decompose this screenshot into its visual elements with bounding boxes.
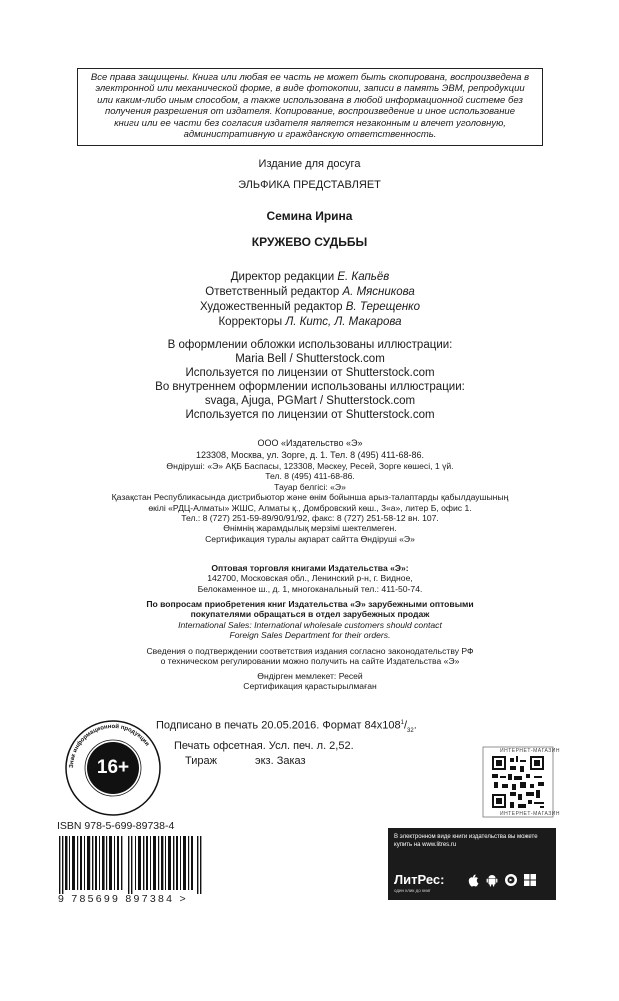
age-rating-value: 16+ bbox=[87, 742, 139, 794]
publisher-line: Тел.: 8 (727) 251-59-89/90/91/92, факс: 8 (727) 251-58-12 вн. 107. bbox=[181, 513, 439, 524]
apple-icon bbox=[466, 873, 480, 887]
printing-type: Печать офсетная. Усл. печ. л. 2,52. bbox=[174, 739, 354, 752]
isbn-number: ISBN 978-5-699-89738-4 bbox=[57, 820, 175, 832]
copyright-line: получения разрешения от издателя. Копирование, воспроизведение и иное использование bbox=[104, 106, 515, 118]
printing-info bbox=[130, 716, 490, 769]
copyright-line: административную и гражданскую ответственность. bbox=[183, 129, 437, 141]
android-icon bbox=[485, 873, 499, 887]
compliance-line: о техническом регулировании можно получить на сайте Издательства «Э» bbox=[160, 656, 460, 667]
origin-info bbox=[60, 671, 560, 692]
staff-list bbox=[100, 270, 520, 330]
illustration-line: svaga, Ajuga, PGMart / Shutterstock.com bbox=[204, 395, 416, 407]
age-ring-text: Знак информационной продукции bbox=[68, 723, 150, 769]
book-title: КРУЖЕВО СУДЬБЫ bbox=[251, 235, 368, 249]
publisher-info bbox=[60, 437, 560, 544]
staff-row: Корректоры Л. Китс, Л. Макарова bbox=[218, 316, 402, 328]
staff-row: Художественный редактор В. Терещенко bbox=[199, 301, 420, 313]
origin-line: Сертификация қарастырылмаған bbox=[243, 681, 377, 692]
staff-row: Директор редакции Е. Капьёв bbox=[230, 271, 390, 283]
publisher-line: ООО «Издательство «Э» bbox=[257, 438, 363, 448]
store-icon bbox=[504, 873, 518, 887]
illustration-line: Используется по лицензии от Shutterstock.com bbox=[185, 409, 435, 421]
foreign-line: По вопросам приобретения книг Издательства «Э» зарубежными оптовыми bbox=[146, 599, 474, 609]
foreign-line: Foreign Sales Department for their orders. bbox=[229, 630, 391, 641]
illustration-line: Maria Bell / Shutterstock.com bbox=[235, 353, 385, 365]
litres-tagline: один клик до книг bbox=[394, 888, 431, 893]
edition-type: Издание для досуга bbox=[258, 158, 361, 170]
foreign-sales-info bbox=[60, 599, 560, 641]
wholesale-info bbox=[60, 563, 560, 594]
compliance-line: Сведения о подтверждении соответствия издания согласно законодательству РФ bbox=[146, 646, 474, 656]
copyright-line: книги или ее части без согласия издателя является незаконным и влечет уголовную, bbox=[114, 117, 506, 129]
qr-label-bottom: ИНТЕРНЕТ-МАГАЗИН bbox=[500, 811, 560, 817]
copyright-notice bbox=[77, 68, 543, 146]
barcode-digits: 9 785699 897384 > bbox=[58, 893, 188, 905]
publisher-line: Тел. 8 (495) 411-68-86. bbox=[265, 471, 355, 482]
litres-banner[interactable] bbox=[388, 828, 556, 900]
barcode-icon bbox=[57, 836, 207, 894]
publisher-line: Сертификация туралы ақпарат сайтта Өндіруші «Э» bbox=[205, 533, 415, 544]
copyright-line: электронной или механической форме, в виде фотокопии, записи в память ЭВМ, репродукции bbox=[95, 83, 525, 95]
printing-signed: Подписано в печать 20.05.2016. Формат $84x108^1/_{32}$. bbox=[156, 719, 417, 734]
wholesale-line: 142700, Московская обл., Ленинский р-н, г. Видное, bbox=[207, 573, 413, 584]
compliance-info bbox=[60, 646, 560, 667]
illustration-line: В оформлении обложки использованы иллюстрации: bbox=[167, 339, 453, 351]
copyright-line: Все права защищены. Книга или любая ее часть не может быть скопирована, воспроизведена в bbox=[90, 72, 530, 83]
publisher-line: Өндіруші: «Э» АҚБ Баспасы, 123308, Мәскеу, Ресей, Зорге көшесі, 1 үй. bbox=[166, 461, 454, 471]
publisher-line: 123308, Москва, ул. Зорге, д. 1. Тел. 8 (495) 411-68-86. bbox=[196, 450, 424, 460]
foreign-line: покупателями обращаться в отдел зарубежных продаж bbox=[190, 609, 430, 620]
platform-icons bbox=[466, 873, 537, 887]
publisher-line: Қазақстан Республикасында дистрибьютор және өнім бойынша арыз-талаптарды қабылдаушының bbox=[111, 492, 509, 503]
author-name: Семина Ирина bbox=[266, 209, 353, 223]
illustration-line: Используется по лицензии от Shutterstock.com bbox=[185, 367, 435, 379]
illustration-credits bbox=[100, 338, 520, 422]
litres-text: В электронном виде книги издательства вы можете купить на www.litres.ru bbox=[394, 834, 538, 848]
publisher-line: Тауар белгісі: «Э» bbox=[274, 481, 346, 492]
staff-row: Ответственный редактор А. Мясникова bbox=[205, 286, 415, 298]
foreign-line: International Sales: International wholesale customers should contact bbox=[178, 619, 442, 630]
windows-icon bbox=[523, 873, 537, 887]
wholesale-title: Оптовая торговля книгами Издательства «Э»: bbox=[211, 563, 409, 573]
origin-line: Өндірген мемлекет: Ресей bbox=[257, 671, 363, 681]
printing-circulation: Тираж экз. Заказ bbox=[185, 754, 306, 767]
illustration-line: Во внутреннем оформлении использованы иллюстрации: bbox=[155, 381, 465, 393]
qr-label-top: ИНТЕРНЕТ-МАГАЗИН bbox=[500, 748, 560, 754]
litres-logo: ЛитРес: bbox=[394, 872, 445, 887]
copyright-line: или каким-либо иным способом, а также использована в любой информационной системе без bbox=[97, 94, 523, 106]
series-name: ЭЛЬФИКА ПРЕДСТАВЛЯЕТ bbox=[238, 179, 381, 191]
age-rating-badge bbox=[54, 718, 172, 818]
publisher-line: өкілі «РДЦ-Алматы» ЖШС, Алматы қ., Домбровский көш., 3«а», литер Б, офис 1. bbox=[148, 502, 472, 513]
publisher-line: Өнімнің жарамдылық мерзімі шектелмеген. bbox=[223, 523, 397, 534]
wholesale-line: Белокаменное ш., д. 1, многоканальный тел.: 411-50-74. bbox=[197, 583, 423, 594]
qr-code-icon[interactable] bbox=[492, 756, 544, 808]
